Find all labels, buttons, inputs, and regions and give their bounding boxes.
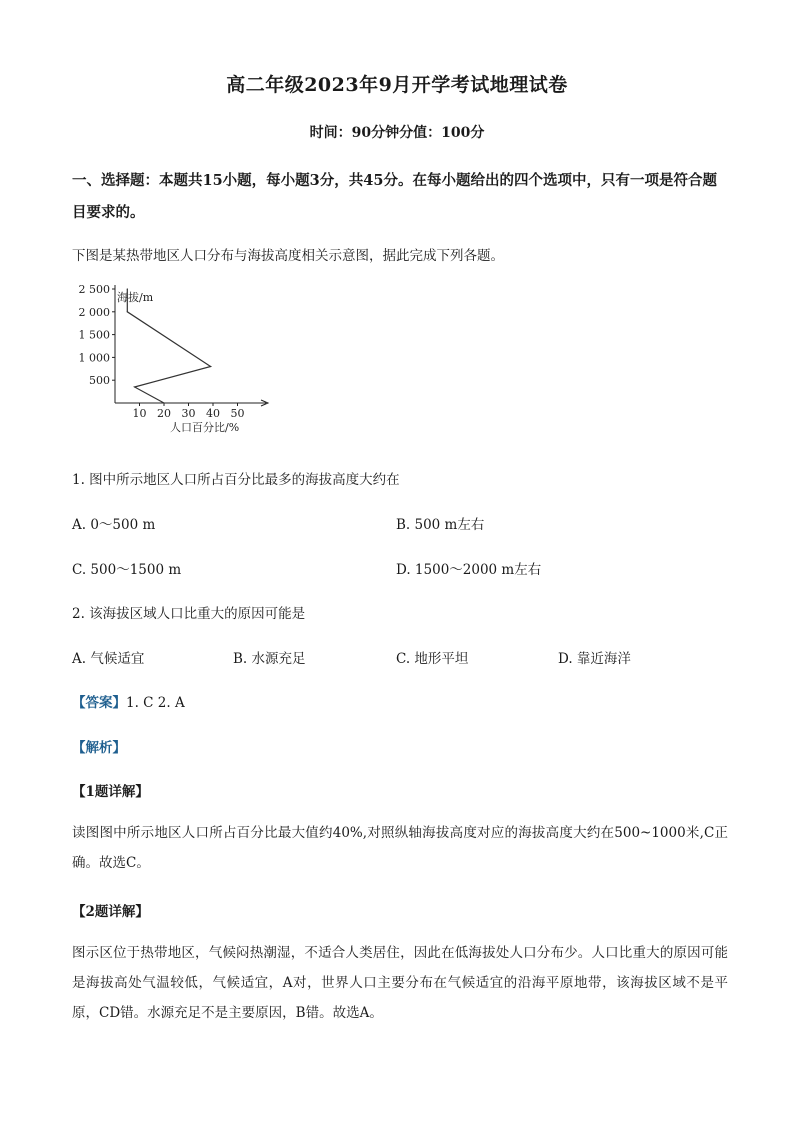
detail1-text: 读图图中所示地区人口所占百分比最大值约40%,对照纵轴海拔高度对应的海拔高度大约在500~1000米,C正确。故选C。: [72, 825, 728, 871]
detail2-tag: 【2题详解】: [72, 904, 149, 920]
x-tick-label: 20: [157, 407, 171, 420]
y-axis-label: 海拔/m: [117, 291, 154, 304]
q2-option-d: D. 靠近海洋: [558, 651, 631, 667]
detail2-text: 图示区位于热带地区，气候闷热潮湿，不适合人类居住，因此在低海拔处人口分布少。人口比重大的原因可能是海拔高处气温较低，气候适宜，A对，世界人口主要分布在气候适宜的沿海平原地带，该海拔区域不是平原，CD错。水源充足不是主要原因，B错。故选A。: [72, 945, 728, 1021]
y-tick-label: 1 500: [78, 328, 110, 342]
y-tick-label: 500: [89, 374, 110, 388]
chart-series: [127, 288, 212, 403]
y-tick-label: 1 000: [78, 351, 110, 365]
x-tick-label: 10: [132, 407, 147, 420]
q2-option-a: A. 气候适宜: [72, 651, 145, 667]
exam-info: 时间：90分钟分值：100分: [309, 125, 485, 141]
population-altitude-chart: [72, 285, 272, 435]
y-tick-label: 2 500: [78, 285, 110, 296]
chart-ticks: [79, 285, 245, 420]
q2-option-c: C. 地形平坦: [396, 651, 469, 667]
population-point: [163, 402, 164, 403]
population-line: [127, 289, 210, 403]
population-point: [127, 311, 128, 312]
q1-option-b: B. 500 m左右: [396, 517, 485, 533]
x-tick-label: 40: [206, 407, 220, 420]
y-tick-label: 2 000: [78, 305, 110, 319]
page-title: 高二年级2023年9月开学考试地理试卷: [226, 74, 568, 96]
section-heading: 一、选择题：本题共15小题，每小题3分，共45分。在每小题给出的四个选项中，只有一项是符合题目要求的。: [72, 172, 717, 221]
x-axis-label: 人口百分比/%: [170, 421, 240, 434]
question-intro: 下图是某热带地区人口分布与海拔高度相关示意图，据此完成下列各题。: [72, 248, 504, 264]
detail1-tag: 【1题详解】: [72, 784, 149, 800]
q2-stem: 2. 该海拔区域人口比重大的原因可能是: [72, 606, 306, 622]
q1-option-d: D. 1500～2000 m左右: [396, 562, 542, 578]
answer-tag: 【答案】: [72, 695, 126, 711]
q2-option-b: B. 水源充足: [233, 651, 306, 667]
answer-line: [72, 691, 185, 711]
x-tick-label: 50: [230, 407, 245, 420]
q1-option-c: C. 500～1500 m: [72, 562, 182, 578]
q1-stem: 1. 图中所示地区人口所占百分比最多的海拔高度大约在: [72, 472, 400, 488]
answer-text: 1. C 2. A: [126, 695, 185, 711]
x-tick-label: 30: [181, 407, 196, 420]
q1-option-a: A. 0～500 m: [72, 517, 156, 533]
population-point: [134, 386, 135, 387]
population-point: [210, 366, 211, 367]
analysis-tag: 【解析】: [72, 740, 126, 756]
population-point: [127, 288, 128, 289]
